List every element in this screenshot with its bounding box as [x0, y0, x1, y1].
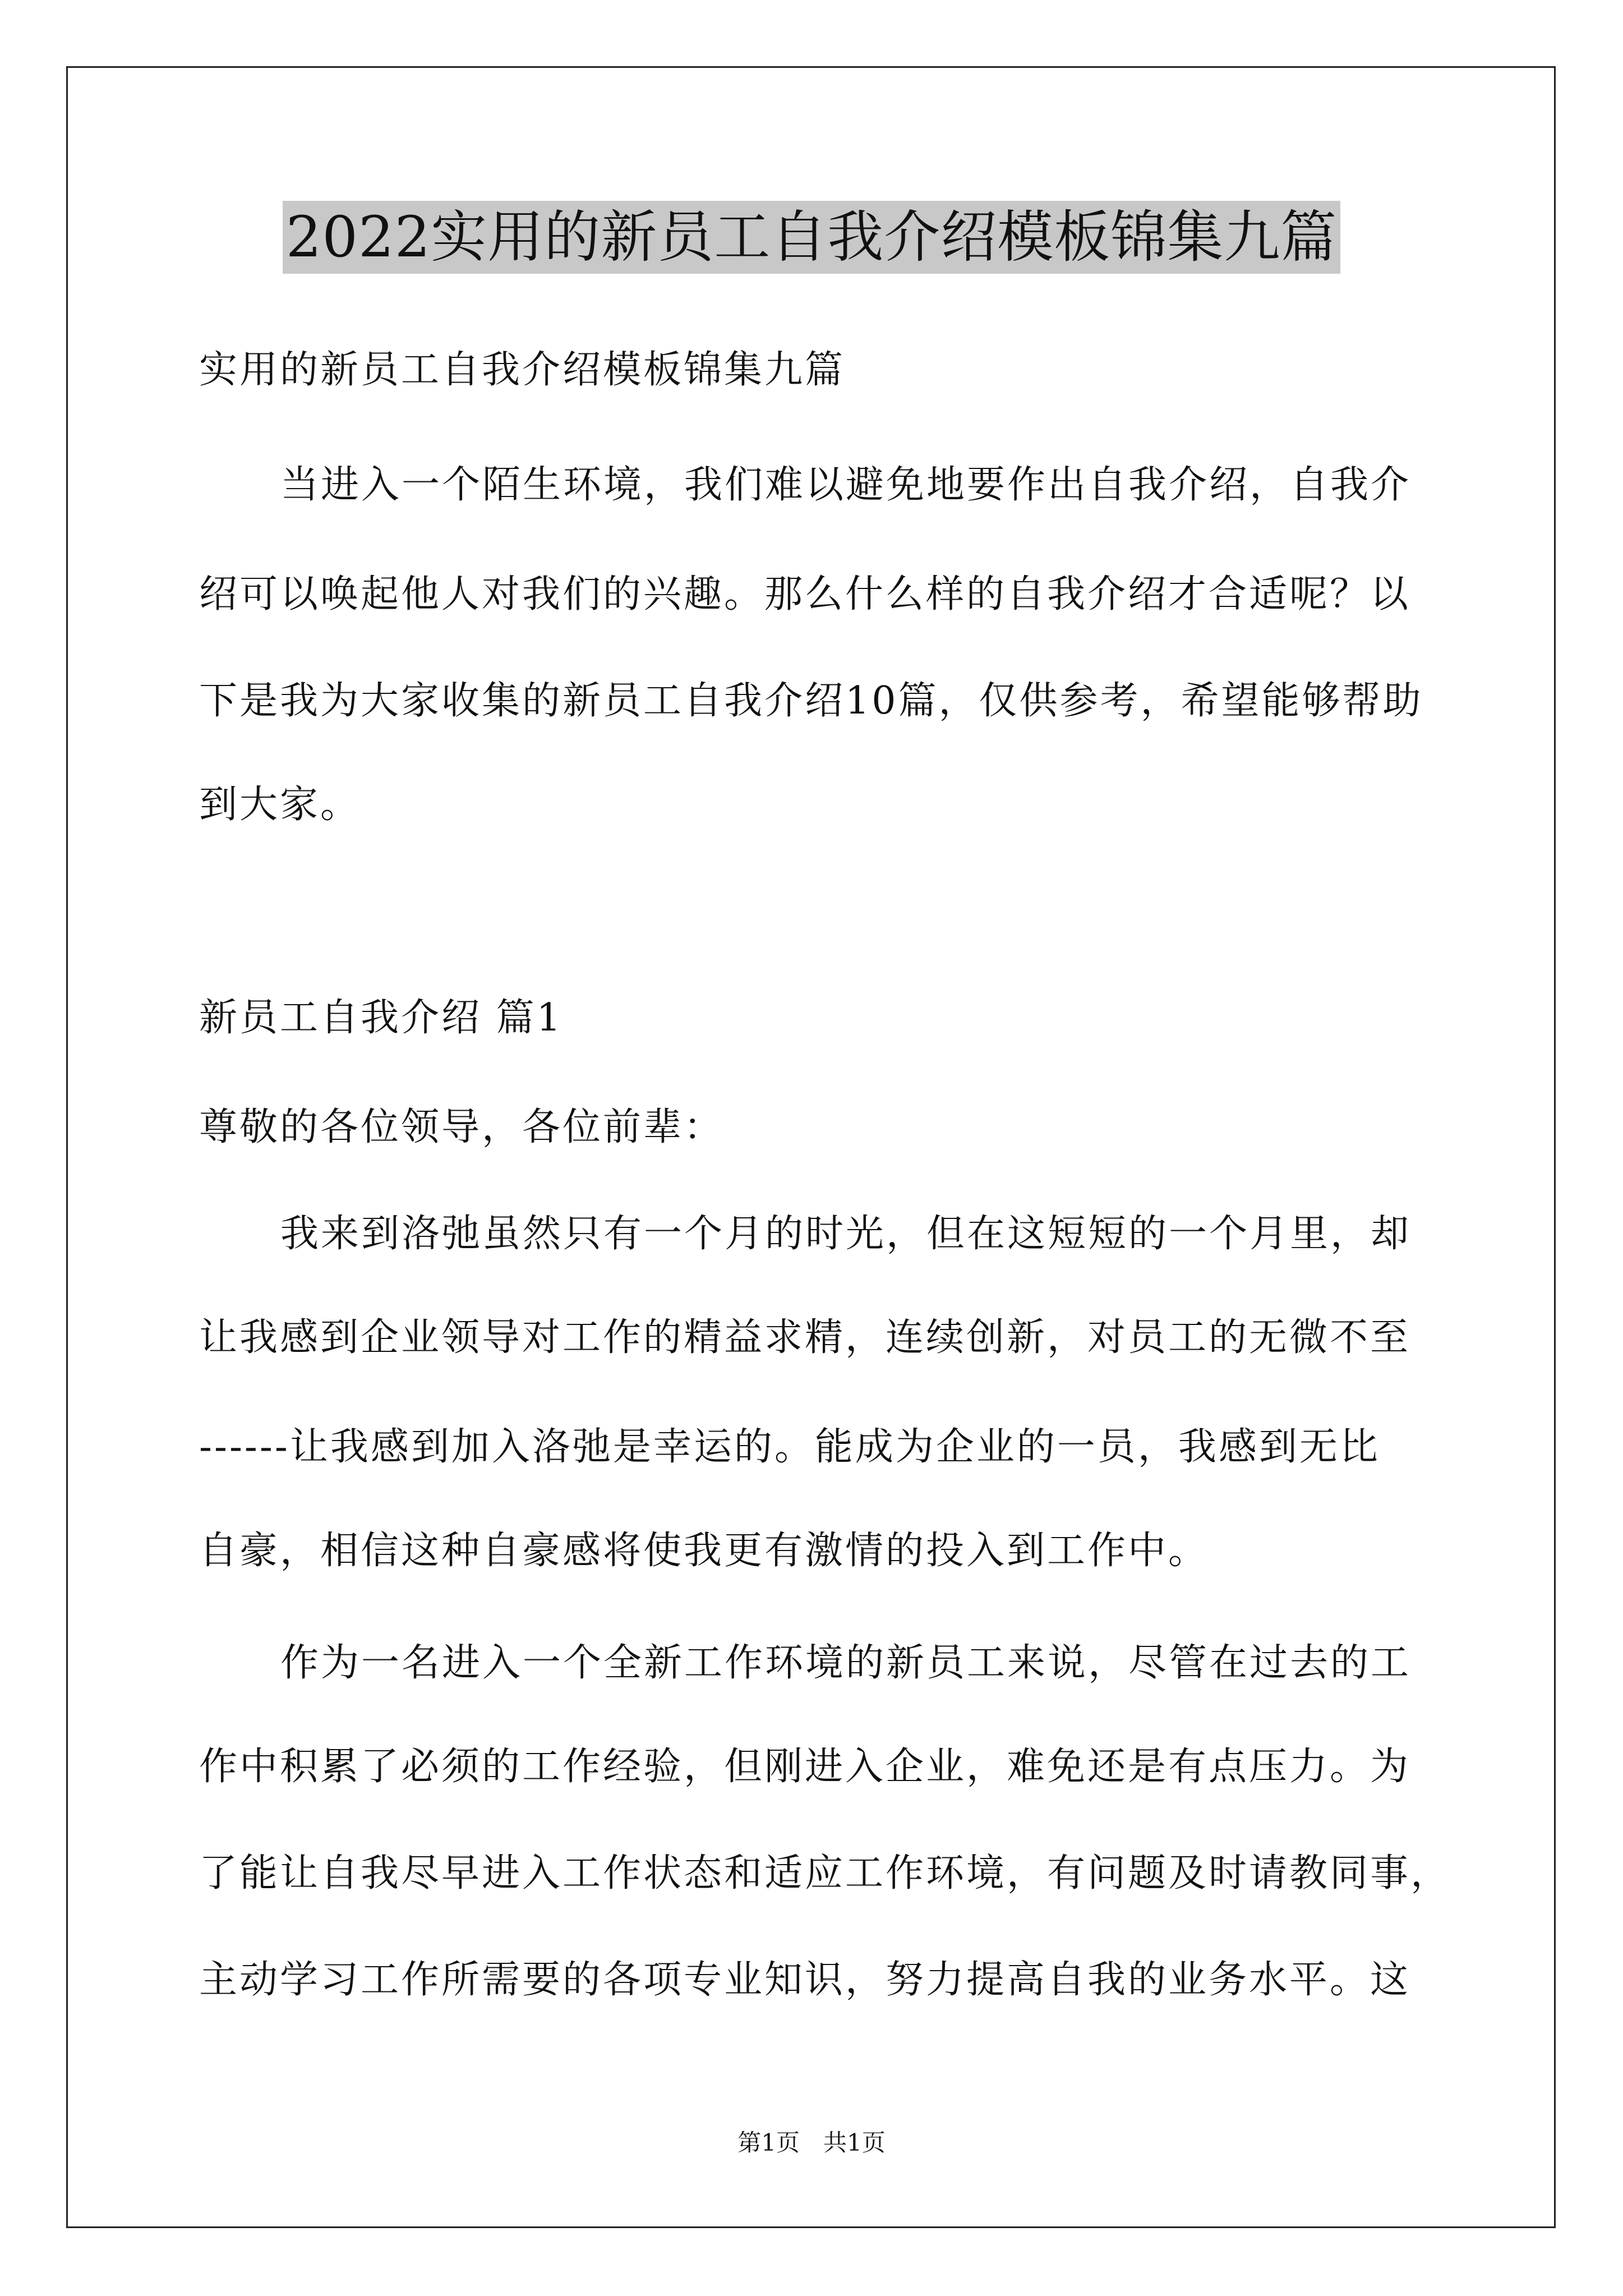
- paragraph-line: 下是我为大家收集的新员工自我介绍10篇，仅供参考，希望能够帮助: [199, 679, 1423, 723]
- section-heading: 新员工自我介绍 篇1: [199, 996, 563, 1040]
- paragraph-line: 主动学习工作所需要的各项专业知识，努力提高自我的业务水平。这: [199, 1958, 1411, 2002]
- paragraph-line: 作为一名进入一个全新工作环境的新员工来说，尽管在过去的工: [280, 1641, 1412, 1685]
- document-subtitle: 实用的新员工自我介绍模板锦集九篇: [199, 348, 846, 392]
- paragraph-line: 了能让自我尽早进入工作状态和适应工作环境，有问题及时请教同事，: [199, 1851, 1451, 1895]
- paragraph-line: 让我感到企业领导对工作的精益求精，连续创新，对员工的无微不至: [199, 1315, 1411, 1360]
- paragraph-line: ------让我感到加入洛弛是幸运的。能成为企业的一员，我感到无比: [199, 1425, 1380, 1469]
- paragraph-line: 作中积累了必须的工作经验，但刚进入企业，难免还是有点压力。为: [199, 1745, 1411, 1789]
- paragraph-line: 自豪，相信这种自豪感将使我更有激情的投入到工作中。: [199, 1529, 1209, 1573]
- title-container: [0, 201, 1623, 274]
- page-footer: 第1页 共1页: [737, 2129, 886, 2156]
- paragraph-line: 绍可以唤起他人对我们的兴趣。那么什么样的自我介绍才合适呢？以: [199, 572, 1411, 616]
- paragraph-line: 当进入一个陌生环境，我们难以避免地要作出自我介绍，自我介: [280, 463, 1412, 507]
- document-title: 2022实用的新员工自我介绍模板锦集九篇: [283, 201, 1341, 274]
- paragraph-line: 到大家。: [199, 783, 361, 827]
- paragraph-line: 我来到洛弛虽然只有一个月的时光，但在这短短的一个月里，却: [280, 1212, 1412, 1256]
- salutation: 尊敬的各位领导，各位前辈：: [199, 1105, 725, 1149]
